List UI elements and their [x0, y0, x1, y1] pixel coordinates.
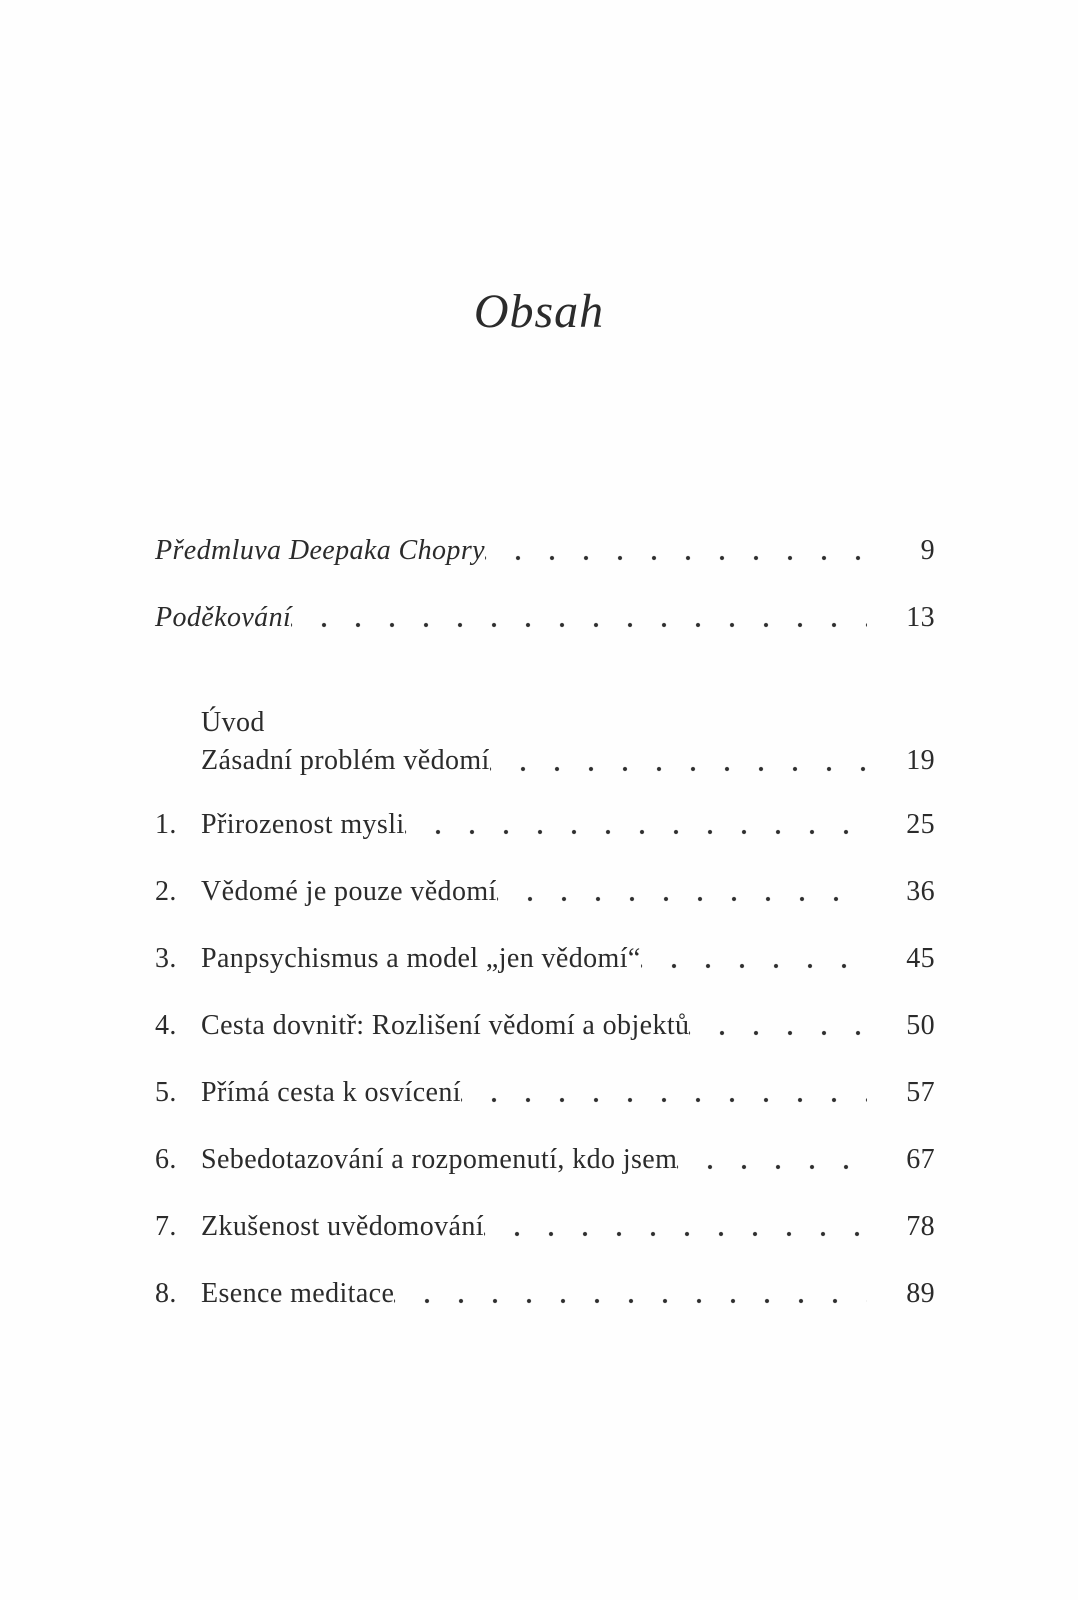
toc-entry-chapter-8 [155, 1279, 935, 1309]
toc-entry-preface [155, 536, 935, 566]
dot-leader [485, 536, 867, 566]
chapter-number: 4. [155, 1010, 177, 1041]
page-number: 25 [906, 809, 935, 840]
intro-label: Úvod [201, 707, 265, 738]
page-number: 45 [906, 943, 935, 974]
page-number: 89 [906, 1278, 935, 1309]
toc-entry-acknowledgements [155, 603, 935, 633]
chapter-number: 8. [155, 1278, 177, 1309]
entry-title: Zásadní problém vědomí [201, 745, 490, 776]
entry-title: Esence meditace [201, 1278, 395, 1309]
entry-title: Přímá cesta k osvícení [201, 1077, 461, 1108]
page-number: 67 [906, 1144, 935, 1175]
page-number: 57 [906, 1077, 935, 1108]
page-number: 9 [920, 535, 935, 566]
entry-title: Poděkování [155, 602, 292, 633]
dot-leader [394, 1279, 867, 1309]
toc-entry-chapter-4 [155, 1011, 935, 1041]
toc-entry-chapter-5 [155, 1078, 935, 1108]
dot-leader [484, 1212, 867, 1242]
chapter-number: 3. [155, 943, 177, 974]
intro-title-row [201, 742, 935, 780]
page-number: 78 [906, 1211, 935, 1242]
toc-entry-chapter-7 [155, 1212, 935, 1242]
dot-leader [291, 603, 867, 633]
page-number: 36 [906, 876, 935, 907]
page-number: 50 [906, 1010, 935, 1041]
entry-title: Cesta dovnitř: Rozlišení vědomí a objektů [201, 1010, 690, 1041]
toc-entry-chapter-6 [155, 1145, 935, 1175]
chapter-number: 5. [155, 1077, 177, 1108]
entry-title: Panpsychismus a model „jen vědomí“ [201, 943, 641, 974]
dot-leader [497, 877, 867, 907]
dot-leader [641, 944, 867, 974]
chapter-number: 1. [155, 809, 177, 840]
page-number: 19 [906, 745, 935, 776]
entry-title: Sebedotazování a rozpomenutí, kdo jsem [201, 1144, 678, 1175]
dot-leader [405, 810, 867, 840]
toc-entry-intro [155, 670, 935, 780]
chapter-number: 2. [155, 876, 177, 907]
entry-title: Přirozenost mysli [201, 809, 405, 840]
entry-title: Zkušenost uvědomování [201, 1211, 484, 1242]
toc-entry-chapter-2 [155, 877, 935, 907]
entry-title: Předmluva Deepaka Chopry [155, 535, 485, 566]
page-number: 13 [906, 602, 935, 633]
page-title: Obsah [473, 285, 605, 338]
table-of-contents [0, 536, 1078, 1309]
entry-title: Vědomé je pouze vědomí [201, 876, 497, 907]
toc-entry-chapter-3 [155, 944, 935, 974]
toc-entry-chapter-1 [155, 810, 935, 840]
chapter-number: 7. [155, 1211, 177, 1242]
dot-leader [689, 1011, 867, 1041]
dot-leader [677, 1145, 867, 1175]
chapter-number: 6. [155, 1144, 177, 1175]
dot-leader [490, 742, 867, 780]
dot-leader [461, 1078, 867, 1108]
